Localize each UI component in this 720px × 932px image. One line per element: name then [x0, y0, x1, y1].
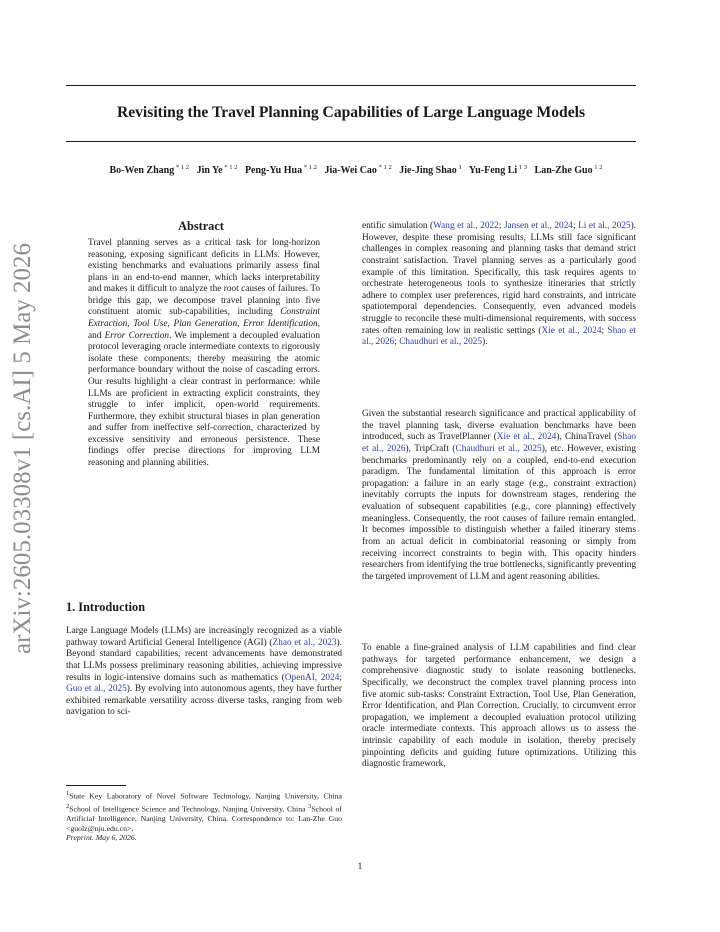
author-name: [324, 165, 391, 176]
citation-link[interactable]: Xie et al., 2024: [496, 432, 557, 443]
paper-title: Revisiting the Travel Planning Capabilities of Large Language Models: [116, 104, 586, 121]
author-name-text: Peng-Yu Hua: [244, 165, 303, 176]
arxiv-identifier: arXiv:2605.03308v1 [cs.AI] 5 May 2026: [9, 242, 36, 654]
citation-link[interactable]: Li et al., 2025: [578, 221, 631, 231]
preprint-date: Preprint. May 6, 2026.: [66, 833, 137, 842]
author-name: [109, 165, 189, 176]
citation-link[interactable]: Guo et al., 2025: [66, 684, 127, 695]
citation-link[interactable]: Xie et al., 2024: [541, 325, 602, 336]
author-name: [535, 165, 603, 176]
author-name-text: Jin Ye: [196, 165, 223, 176]
author-list: [86, 164, 626, 177]
author-name-text: Yu-Feng Li: [468, 165, 518, 176]
footnote-rule: [66, 785, 126, 786]
author-name-text: Bo-Wen Zhang: [109, 165, 175, 176]
title-bottom-rule: [66, 141, 636, 142]
author-name: [469, 165, 527, 176]
author-affiliation-marker: 1: [456, 164, 462, 171]
citation-link[interactable]: Chaudhuri et al., 2025: [455, 443, 542, 454]
intro-paragraph-1: Large Language Models (LLMs) are increasingly recognized as a viable pathway toward Artificial General Intelligence (AGI) (Zhao et al., 2023). Beyond standard capabilities, recent advancements have demonstrated that LLMs possess preliminary reasoning abilities, achieving impressive results in logic-intensive domains such as mathematics (OpenAI, 2024; Guo et al., 2025). By evolving into autonomous agents, they have further exhibited remarkable versatility across diverse tasks, ranging from web navigation to sci-: [66, 626, 342, 718]
author-name: [245, 165, 317, 176]
intro-paragraph-3: Given the substantial research significance and practical applicability of the travel planning task, diverse evaluation benchmarks have been introduced, such as TravelPlanner (Xie et al., 2024), ChinaTravel (Shao et al., 2026), TripCraft (Chaudhuri et al., 2025), etc. However, existing benchmarks predominantly rely on a coupled, end-to-end execution paradigm. The fundamental limitation of this approach is error propagation: a failure in an early stage (e.g., constraint extraction) inevitably corrupts the inputs for downstream stages, rendering the evaluation of subsequent capabilities (e.g., core planning) effectively meaningless. Consequently, the root causes of failure remain entangled. It becomes impossible to distinguish whether a failed itinerary stems from an actual deficit in combinatorial reasoning or simply from receiving incorrect constraints to begin with. This opacity hinders researchers from identifying the true bottlenecks, significantly preventing the targeted improvement of LLM and agent reasoning abilities.: [362, 409, 636, 582]
section-heading-introduction: 1. Introduction: [66, 600, 146, 614]
author-name-text: Lan-Zhe Guo: [534, 165, 593, 176]
author-affiliation-marker: * 1 2: [174, 164, 190, 171]
citation-link[interactable]: OpenAI, 2024: [284, 672, 340, 683]
citation-link[interactable]: Chaudhuri et al., 2025: [399, 337, 483, 348]
author-name-text: Jia-Wei Cao: [324, 165, 377, 176]
intro-paragraph-2: entific simulation (Wang et al., 2022; Jansen et al., 2024; Li et al., 2025). However, despite these promising results, LLMs still face significant challenges in complex reasoning and planning tasks that demand strict constraint satisfaction. Travel planning serves as a particularly good example of this limitation. Specifically, this task requires agents to orchestrate heterogeneous tools to synthesize itineraries that strictly adhere to complex user preferences, rigid hard constraints, and intricate spatiotemporal dependencies. Consequently, even advanced models struggle to reconcile these multi-dimensional requirements, with success rates often remaining low in realistic settings (Xie et al., 2024; Shao et al., 2026; Chaudhuri et al., 2025).: [362, 221, 637, 348]
citation-link[interactable]: Wang et al., 2022: [433, 221, 499, 231]
affiliation-footnote: $^1$State Key Laboratory of Novel Software Technology, Nanjing University, China $^2$School of Intelligence Science and Technology, Nanjing University, China $^3$School of Artificial Intelligence, Nanjing University, China. Correspondence to: Lan-Zhe Guo <guolz@nju.edu.cn>.: [66, 790, 342, 834]
author-name-text: Jie-Jing Shao: [399, 165, 457, 176]
author-name: [197, 165, 238, 176]
abstract-body: Travel planning serves as a critical task for long-horizon reasoning, exposing significant deficits in LLMs. However, existing benchmarks and evaluations primarily assess final plans in an end-to-end manner, which lacks interpretability and makes it difficult to analyze the root causes of failures. To bridge this gap, we decompose travel planning into five constituent atomic sub-capabilities, including Constraint Extraction, Tool Use, Plan Generation, Error Identification, and Error Correction. We implement a decoupled evaluation protocol leveraging oracle intermediate contexts to rigorously isolate these components, thereby measuring the atomic performance boundary without the noise of cascading errors. Our results highlight a clear contrast in performance: while LLMs are proficient in extracting explicit constraints, they struggle to infer implicit, open-world requirements. Furthermore, they exhibit structural biases in plan generation and suffer from ineffective self-correction, characterized by excessive sensitivity and erroneous persistence. These findings offer precise directions for improving LLM reasoning and planning abilities.: [88, 238, 321, 468]
abstract-heading: Abstract: [178, 219, 224, 233]
author-affiliation-marker: * 1 2: [222, 164, 238, 171]
intro-paragraph-4: To enable a fine-grained analysis of LLM capabilities and find clear pathways for targeted performance enhancement, we design a comprehensive diagnostic study to isolate reasoning bottlenecks. Specifically, we deconstruct the complex travel planning process into five atomic sub-tasks: Constraint Extraction, Tool Use, Plan Generation, Error Identification, and Plan Correction. Crucially, to circumvent error propagation, we implement a decoupled evaluation protocol utilizing oracle intermediate contexts. This approach allows us to assess the intrinsic capability of each module in isolation, thereby precisely pinpointing deficits and guiding future optimizations. Utilizing this diagnostic framework,: [362, 643, 636, 770]
citation-link[interactable]: Zhao et al., 2023: [272, 637, 337, 648]
citation-link[interactable]: Jansen et al., 2024: [503, 221, 573, 231]
citation-link[interactable]: Shao et al., 2026: [362, 325, 637, 348]
page-number: 1: [357, 862, 363, 872]
title-top-rule: [66, 85, 636, 86]
author-affiliation-marker: * 1 2: [376, 164, 392, 171]
author-affiliation-marker: * 1 2: [302, 164, 317, 171]
author-affiliation-marker: 1 3: [517, 164, 528, 171]
author-affiliation-marker: 1 2: [592, 164, 603, 171]
author-name: [399, 165, 461, 176]
citation-link[interactable]: Shao et al., 2026: [362, 432, 636, 454]
